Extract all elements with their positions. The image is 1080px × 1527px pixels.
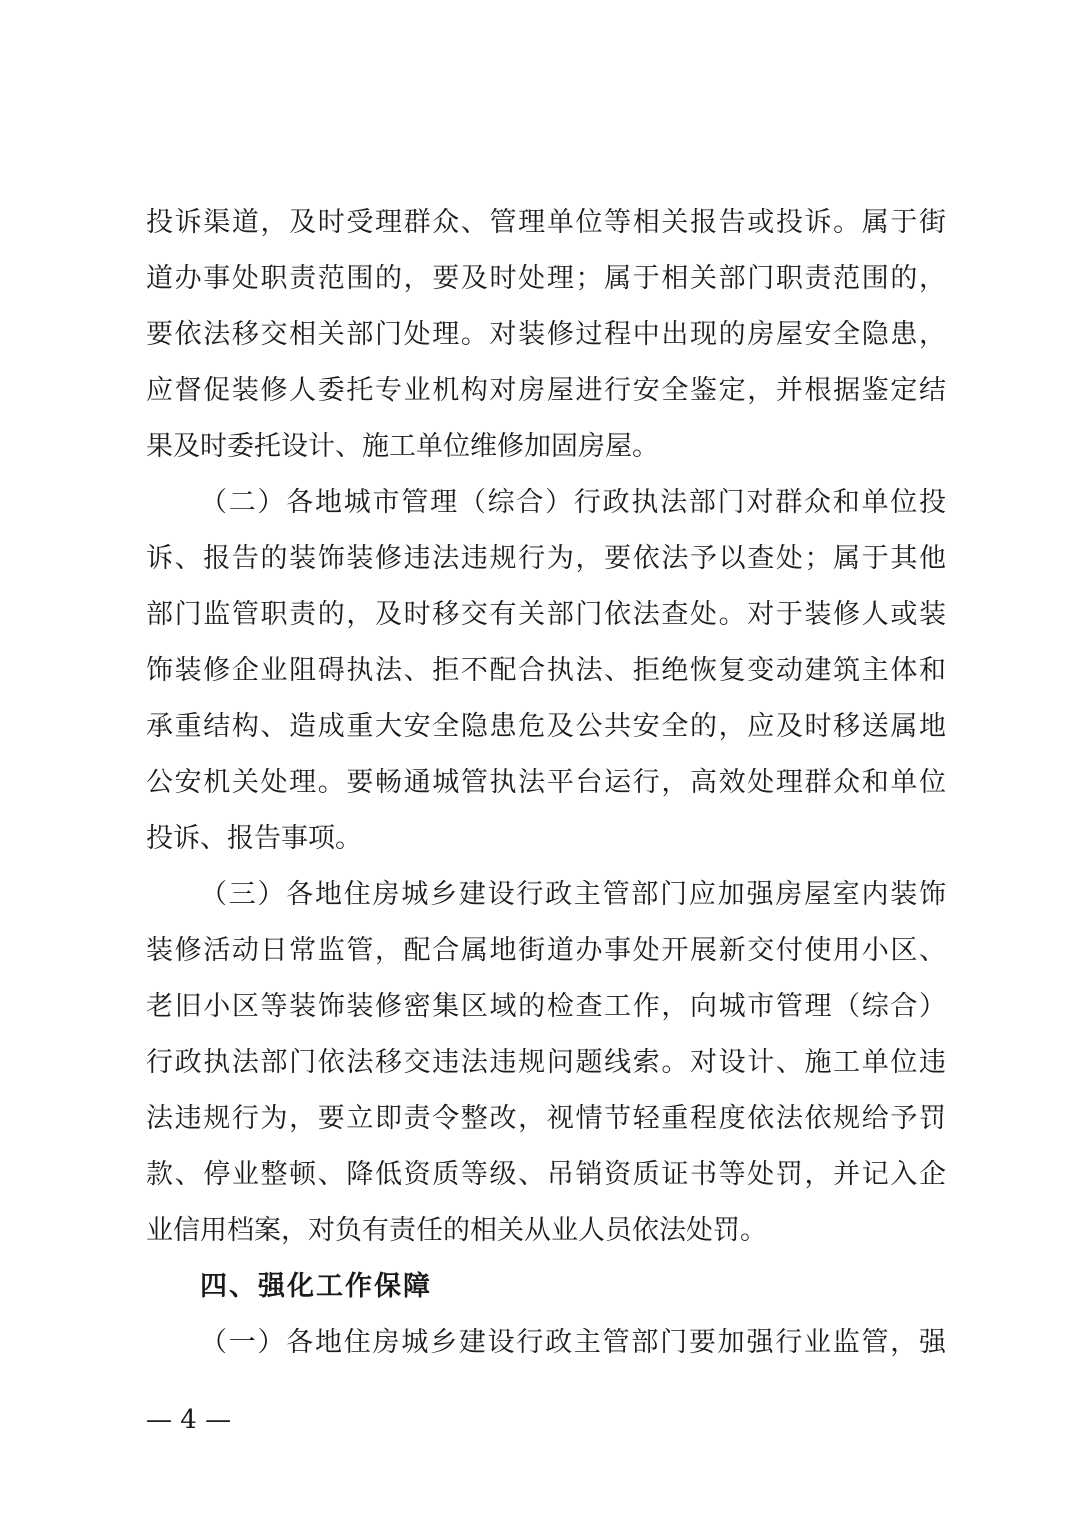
text-line: 装修活动日常监管，配合属地街道办事处开展新交付使用小区、	[146, 935, 946, 966]
text-line: 老旧小区等装饰装修密集区域的检查工作，向城市管理（综合）	[146, 991, 946, 1022]
text-line: 承重结构、造成重大安全隐患危及公共安全的，应及时移送属地	[146, 711, 946, 742]
paragraph-start-line: （三）各地住房城乡建设行政主管部门应加强房屋室内装饰	[200, 879, 946, 910]
text-line: 法违规行为，要立即责令整改，视情节轻重程度依法依规给予罚	[146, 1103, 946, 1134]
text-line: 投诉渠道，及时受理群众、管理单位等相关报告或投诉。属于街	[146, 207, 946, 238]
paragraph-start-line: （二）各地城市管理（综合）行政执法部门对群众和单位投	[200, 487, 946, 518]
text-line: 业信用档案，对负有责任的相关从业人员依法处罚。	[146, 1215, 767, 1246]
text-line: 道办事处职责范围的，要及时处理；属于相关部门职责范围的，	[146, 263, 946, 294]
text-line: 投诉、报告事项。	[146, 823, 362, 854]
text-line: 诉、报告的装饰装修违法违规行为，要依法予以查处；属于其他	[146, 543, 946, 574]
text-line: 应督促装修人委托专业机构对房屋进行安全鉴定，并根据鉴定结	[146, 375, 946, 406]
section-heading: 四、强化工作保障	[200, 1271, 432, 1302]
text-line: 要依法移交相关部门处理。对装修过程中出现的房屋安全隐患，	[146, 319, 946, 350]
page-number: — 4 —	[146, 1405, 232, 1435]
text-line: 部门监管职责的，及时移交有关部门依法查处。对于装修人或装	[146, 599, 946, 630]
text-line: 饰装修企业阻碍执法、拒不配合执法、拒绝恢复变动建筑主体和	[146, 655, 946, 686]
text-line: 果及时委托设计、施工单位维修加固房屋。	[146, 431, 659, 462]
text-line: 公安机关处理。要畅通城管执法平台运行，高效处理群众和单位	[146, 767, 946, 798]
text-line: 行政执法部门依法移交违法违规问题线索。对设计、施工单位违	[146, 1047, 946, 1078]
paragraph-start-line: （一）各地住房城乡建设行政主管部门要加强行业监管，强	[200, 1327, 946, 1358]
text-line: 款、停业整顿、降低资质等级、吊销资质证书等处罚，并记入企	[146, 1159, 946, 1190]
